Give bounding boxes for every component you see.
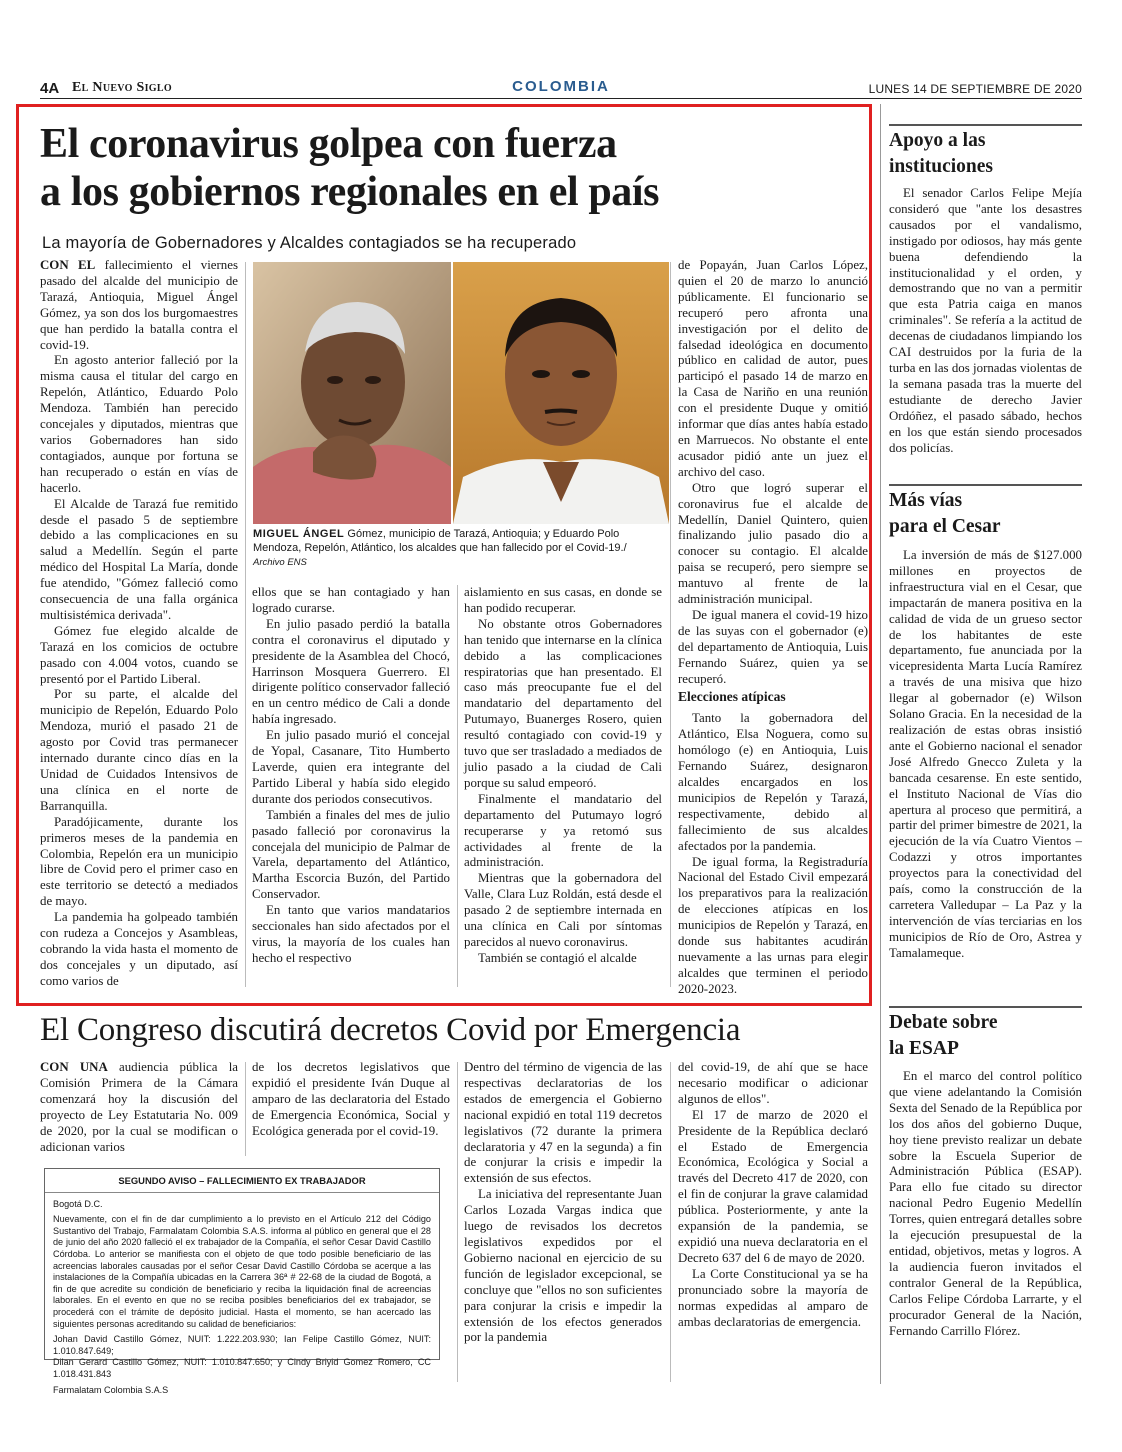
caption-name: MIGUEL ÁNGEL <box>253 528 345 540</box>
caption-text: Gómez, municipio de Tarazá, Antioquia; y Eduardo Polo Mendoza, Repelón, Atlántico, los alcaldes que han fallecido por el Covid-19./ <box>253 528 627 554</box>
sidebar-paragraph: La inversión de más de $127.000 millones en proyectos de infraestructura vial en el Cesar, que impactarán de manera positiva en la calidad de vida de un grueso sector de los habitantes de este departamento, fue anunciada por la vicepresidenta Marta Lucía Ramírez a través de una misiva que hizo llegar al gobernador (e) Wilson Solano Gracia. En la necesidad de la realización de estas obras insistió ante el Gobierno nacional el senador José Alfredo Gnecco Zuleta y la bancada cesarense. En este sentido, el Instituto Nacional de Vías dio apertura al proceso que permitirá, a partir del primer bimestre de 2021, la ejecución de la vía Cuatro Vientos – Codazzi y otros importantes proyectos para la conectividad del país, como la construcción de la carretera Valledupar – La Paz y la intervención de vías terciarias en los municipios de Río de Oro, Astrea y Tamalameque. <box>889 548 1082 960</box>
main-headline-line1: El coronavirus golpea con fuerza <box>40 121 617 167</box>
second-article-column-1 <box>40 1060 238 1155</box>
article-paragraph: La Corte Constitucional ya se ha pronunciado sobre la mayoría de normas expedidas al amparo de ambas declaratorias de emergencia. <box>678 1266 868 1329</box>
sidebar-title-line: Debate sobre <box>889 1012 998 1033</box>
lead-in: CON UNA <box>40 1060 108 1074</box>
section-name: COLOMBIA <box>512 78 610 95</box>
notice-signature: Farmalatam Colombia S.A.S <box>53 1384 169 1395</box>
sidebar-title-line: Apoyo a las <box>889 130 986 151</box>
column-rule <box>670 1062 671 1382</box>
article-paragraph: ellos que se han contagiado y han logrado curarse. <box>252 585 450 615</box>
article-paragraph: La iniciativa del representante Juan Carlos Lozada Vargas indica que luego de revisados los decretos legislativos expedidos por el Gobierno nacional en ejercicio de su función de legislador excepcional, se concluye que "ellos no son suficientes para conjurar la crisis e impedir la extensión de los efectos generados por la pandemia <box>464 1187 662 1345</box>
notice-beneficiaries-line: Dilan Gerard Castillo Gómez, NUIT: 1.010.847.650; y Cindy Briyid Gomez Romero, CC 1.018.431.843 <box>53 1357 431 1379</box>
second-headline: El Congreso discutirá decretos Covid por Emergencia <box>40 1012 741 1048</box>
main-article-column-4 <box>678 258 868 998</box>
sidebar-title-line: la ESAP <box>889 1038 959 1059</box>
column-rule <box>245 262 246 987</box>
sidebar-item-body <box>889 186 1082 456</box>
issue-date: LUNES 14 DE SEPTIEMBRE DE 2020 <box>868 82 1082 96</box>
column-rule <box>245 1062 246 1156</box>
sidebar-paragraph: El senador Carlos Felipe Mejía consideró que "ante los desastres causados por el vandalismo, instigado por odiosos, hay más gente buena defendiendo la institucionalidad y el orden, y demostrando que no van a permitir que esta Patria caiga en manos criminales". Se refería a la actitud de decenas de ciudadanos limpiando los CAI destruidos por la furia de la turba en las dos jornadas violentas de la semana pasada tras la muerte del estudiante de derecho Javier Ordóñez, el pasado sábado, hechos en los que están siendo procesados dos policías. <box>889 186 1082 455</box>
article-paragraph: En julio pasado murió el concejal de Yopal, Casanare, Tito Humberto Laverde, quien era integrante del Partido Liberal y había sido elegido durante dos periodos consecutivos. <box>252 728 450 806</box>
article-paragraph: Paradójicamente, durante los primeros meses de la pandemia en Colombia, Repelón era un municipio libre de Covid pero el primer caso en este territorio se detectó a mediados de mayo. <box>40 814 238 909</box>
article-paragraph: La pandemia ha golpeado también con rudeza a Concejos y Asambleas, cobrando la vida hasta el momento de dos concejales y un diputado, así como varios de <box>40 910 238 988</box>
article-paragraph: del covid-19, de ahí que se hace necesario modificar o adicionar algunos de ellos". <box>678 1060 868 1106</box>
article-paragraph: Dentro del término de vigencia de las respectivas declaratorias de los estados de emergencia el Gobierno nacional expidió en total 119 decretos legislativos (72 durante la primera declaratoria y 47 en la segunda) a fin de conjurar la crisis e impedir la extensión de sus efectos. <box>464 1060 662 1186</box>
legal-notice-box <box>44 1168 440 1395</box>
portrait-man-1 <box>253 262 451 524</box>
page-number: 4A <box>40 80 60 97</box>
photo-miguel-angel-gomez <box>253 262 451 524</box>
article-text: fallecimiento el viernes pasado del alcalde del municipio de Tarazá, Antioquia, Miguel Ángel Gómez, ya son dos los burgomaestres que han perdido la batalla contra el covid-19. <box>40 258 238 352</box>
article-paragraph <box>40 258 238 353</box>
article-paragraph: de Popayán, Juan Carlos López, quien el 20 de marzo lo anunció públicamente. El funcionario se recuperó pero afronta una investigación por el delito de falsedad ideológica en documento público en calidad de autor, pues participó el pasado 14 de marzo en la Casa de Nariño en una reunión con el presidente Duque y omitió informar que días antes había estado en Marruecos. No obstante el ente acusador pidió ante un juez el archivo del caso. <box>678 258 868 479</box>
sidebar-item-body <box>889 548 1082 962</box>
photo-credit: Archivo ENS <box>253 557 307 568</box>
sidebar-title-line: instituciones <box>889 156 994 177</box>
column-rule <box>457 1062 458 1382</box>
article-paragraph: También se contagió el alcalde <box>478 950 637 965</box>
main-headline <box>40 120 860 216</box>
article-paragraph: Tanto la gobernadora del Atlántico, Elsa Noguera, como su homólogo (e) en Antioquia, Luis Fernando Suárez, designaron alcaldes encargados en los municipios de Repelón y Tarazá, respectivamente, debido al fallecimiento de sus alcaldes afectados por la pandemia. <box>678 711 868 853</box>
article-paragraph: En agosto anterior falleció por la misma causa el titular del cargo en Repelón, Atlántico, Eduardo Polo Mendoza. También han perecido concejales y diputados, mientras que varios Gobernadores han sido contagiados, aunque por fortuna se han recuperado o están en vías de hacerlo. <box>40 353 238 495</box>
article-paragraph: En julio pasado perdió la batalla contra el coronavirus el diputado y presidente de la Asamblea del Chocó, Harrinson Mosquera Guerrero. El dirigente político conservador falleció en un centro médico de Cali a donde había ingresado. <box>252 616 450 727</box>
second-article-column-4 <box>678 1060 868 1330</box>
main-article-column-1 <box>40 258 238 990</box>
sidebar-item-title <box>889 128 1082 180</box>
article-paragraph: Gómez fue elegido alcalde de Tarazá en los comicios de octubre pasado con 4.004 votos, cuando se presentó por el Partido Liberal. <box>40 623 238 686</box>
second-article-column-3 <box>464 1060 662 1346</box>
portrait-man-2 <box>453 262 669 524</box>
notice-beneficiaries <box>53 1334 431 1380</box>
article-paragraph: En tanto que varios mandatarios seccionales han sido afectados por el virus, la mayoría de los cuales han hecho el respectivo <box>252 903 450 965</box>
lead-in: CON EL <box>40 258 96 272</box>
article-paragraph: No obstante otros Gobernadores han tenido que internarse en la clínica debido a las complicaciones respiratorias que han presentado. El caso más preocupante fue el del mandatario del departamento del Putumayo, Buanerges Rosero, quien resultó contagiado con covid-19 y tuvo que ser trasladado a mediados de julio pasado a la ciudad de Cali porque su salud empeoró. <box>464 616 662 790</box>
article-text: audiencia pública la Comisión Primera de la Cámara comenzará hoy la discusión del proyecto de Ley Estatutaria No. 009 de 2020, por la cual se modifican o adicionan varios <box>40 1060 238 1154</box>
second-article-column-2 <box>252 1060 450 1140</box>
newspaper-name: El Nuevo Siglo <box>72 80 172 95</box>
photo-caption <box>253 528 669 570</box>
article-paragraph: El Alcalde de Tarazá fue remitido desde el pasado 5 de septiembre debido a las complicaciones en su salud a Medellín. Según el parte médico del Hospital La María, donde fue atendido, "Gómez falleció como consecuencia de una falla orgánica multisistémica derivada". <box>40 496 238 622</box>
article-paragraph: Mientras que la gobernadora del Valle, Clara Luz Roldán, está desde el pasado 2 de septiembre internada en una clínica en Cali por síntomas parecidos al nuevo coronavirus. <box>464 871 662 949</box>
article-paragraph: de los decretos legislativos que expidió el presidente Iván Duque al amparo de las declaratoria del Estado de Emergencia Económica, Social y Ecológica generada por el covid-19. <box>252 1060 450 1138</box>
photo-eduardo-polo-mendoza <box>453 262 669 524</box>
header-rule <box>40 98 1082 99</box>
article-paragraph: Otro que logró superar el coronavirus fue el alcalde de Medellín, Daniel Quintero, quien finalizando julio pasado dio a conocer su contagio. El alcalde paisa se recuperó, pero siempre se mantuvo al frente de la administración municipal. <box>678 480 868 607</box>
notice-title: SEGUNDO AVISO – FALLECIMIENTO EX TRABAJADOR <box>45 1175 439 1193</box>
article-paragraph: Por su parte, el alcalde del municipio de Repelón, Eduardo Polo Mendoza, murió el pasado 21 de agosto por Covid tras permanecer internado durante cinco días en la Unidad de Cuidados Intensivos de una clínica en el norte de Barranquilla. <box>40 687 238 813</box>
sidebar-divider <box>880 104 881 1384</box>
main-article-column-3 <box>464 585 662 967</box>
notice-city: Bogotá D.C. <box>53 1198 103 1209</box>
main-headline-line2: a los gobiernos regionales en el país <box>40 169 660 215</box>
article-paragraph: De igual manera el covid-19 hizo de las suyas con el gobernador (e) del departamento de Antioquia, Luis Fernando Suárez, quien ya se recuperó. <box>678 607 868 686</box>
column-rule <box>457 585 458 987</box>
sidebar-rule <box>889 1006 1082 1008</box>
sidebar-rule <box>889 124 1082 126</box>
sidebar-item-title <box>889 488 1082 540</box>
sidebar-paragraph: En el marco del control político que viene adelantando la Comisión Sexta del Senado de la República por los dos años del gobierno Duque, hoy tiene previsto realizar un debate sobre la Escuela Superior de Administración Pública (ESAP). Para ello fue citado su director nacional Pedro Eugenio Medellín Torres, quien entregará detalles sobre la ejecución presupuestal de la entidad, objetivos, metas y logros. A la audiencia fueron invitados el contralor General de la República, Carlos Felipe Córdoba Larrarte, y el procurador General de la Nación, Fernando Carrillo Flórez. <box>889 1069 1082 1338</box>
article-paragraph <box>40 1060 238 1155</box>
article-paragraph: De igual forma, la Registraduría Nacional del Estado Civil empezará los preparativos para la realización de elecciones atípicas en los municipios de Repelón y Tarazá, en donde sus habitantes acudirán nuevamente a las urnas para elegir alcaldes que terminen el periodo 2020-2023. <box>678 854 868 996</box>
article-paragraph: El 17 de marzo de 2020 el Presidente de la República declaró el Estado de Emergencia Económica, Ecológica y Social a través del Decreto 417 de 2020, con el fin de conjurar la grave calamidad pública. Posteriormente, y ante la expansión de la pandemia, se expidió una nueva declaratoria en el Decreto 637 del 6 de mayo de 2020. <box>678 1107 868 1265</box>
sidebar-item-body <box>889 1069 1082 1339</box>
column-rule <box>670 262 671 987</box>
main-subheadline: La mayoría de Gobernadores y Alcaldes contagiados se ha recuperado <box>42 234 577 252</box>
article-paragraph: aislamiento en sus casas, en donde se han podido recuperar. <box>464 585 662 615</box>
sidebar-title-line: para el Cesar <box>889 516 1001 537</box>
article-subheading: Elecciones atípicas <box>678 689 786 705</box>
sidebar-item-title <box>889 1010 1082 1062</box>
article-paragraph: También a finales del mes de julio pasado falleció por coronavirus la concejala del municipio de Palmar de Varela, departamento del Atlántico, Martha Escorcia Buzón, del Partido Conservador. <box>252 807 450 902</box>
sidebar-rule <box>889 484 1082 486</box>
article-paragraph: Finalmente el mandatario del departamento del Putumayo logró recuperarse y ya retomó sus actividades al frente de la administración. <box>464 791 662 870</box>
notice-body: Nuevamente, con el fin de dar cumplimiento a lo previsto en el Artículo 212 del Código Sustantivo del Trabajo, Farmalatam Colombia S.A.S. informa al público en general que el 28 de junio del año 2020 falleció el ex trabajador de la Compañía, el señor Cesar David Castillo Córdoba. Lo anterior se manifiesta con el objeto de que todo posible beneficiario de las acreencias laborales causadas por el señor Cesar David Castillo Córdoba se acerque a las instalaciones de la Compañía ubicadas en la Carrera 36ª # 22-68 de la ciudad de Bogotá, a fin de que acredite su condición de beneficiario y reciba la liquidación final de acreencias laborales. En el evento en que no se reciba posibles beneficiarios del ex trabajador, se procederá con el trámite de depósito judicial. Hasta el momento, se han acercado las siguientes personas acreditando su calidad de beneficiarios: <box>53 1214 431 1329</box>
sidebar-title-line: Más vías <box>889 490 963 511</box>
main-article-column-2 <box>252 585 450 967</box>
notice-beneficiaries-line: Johan David Castillo Gómez, NUIT: 1.222.203.930; Ian Felipe Castillo Gómez, NUIT: 1.010.847.649; <box>53 1334 431 1356</box>
